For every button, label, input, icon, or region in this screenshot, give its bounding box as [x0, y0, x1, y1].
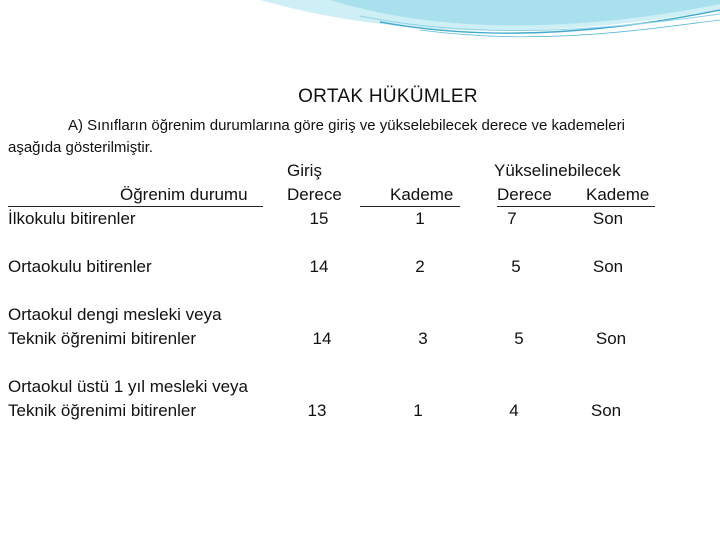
- cell-derece-yukselinebilecek: 7: [507, 209, 517, 228]
- cell-kademe-giris: 1: [415, 209, 425, 228]
- cell-derece-giris: 13: [307, 401, 327, 420]
- cell-kademe-yukselinebilecek: Son: [595, 329, 627, 348]
- header-ogrenim-durumu: Öğrenim durumu: [120, 185, 248, 204]
- cell-derece-yukselinebilecek: 5: [514, 329, 524, 348]
- header-underline: [8, 206, 263, 207]
- header-kademe-giris: Kademe: [390, 185, 454, 204]
- row-label: İlkokulu bitirenler: [8, 209, 136, 228]
- cell-derece-yukselinebilecek: 5: [511, 257, 521, 276]
- intro-paragraph: [8, 115, 708, 159]
- row-label-line-2: Teknik öğrenimi bitirenler: [8, 329, 197, 348]
- cell-derece-giris: 14: [309, 257, 329, 276]
- row-label-line-2: Teknik öğrenimi bitirenler: [8, 401, 197, 420]
- intro-line-2: aşağıda gösterilmiştir.: [8, 139, 154, 156]
- row-label: Ortaokul üstü 1 yıl mesleki veya: [8, 377, 248, 396]
- header-kademe-yukselinebilecek: Kademe: [586, 185, 650, 204]
- header-giris: Giriş: [287, 161, 322, 180]
- row-label: Ortaokulu bitirenler: [8, 257, 152, 276]
- header-underline: [497, 206, 655, 207]
- header-derece-giris: Derece: [287, 185, 342, 204]
- page-title: ORTAK HÜKÜMLER: [298, 86, 478, 107]
- cell-kademe-giris: 3: [418, 329, 428, 348]
- header-derece-yukselinebilecek: Derece: [497, 185, 552, 204]
- cell-derece-yukselinebilecek: 4: [509, 401, 519, 420]
- cell-kademe-yukselinebilecek: Son: [592, 209, 624, 228]
- wave-decoration: [0, 0, 720, 60]
- cell-derece-giris: 15: [309, 209, 329, 228]
- cell-kademe-yukselinebilecek: Son: [592, 257, 624, 276]
- header-underline: [360, 206, 460, 207]
- cell-kademe-giris: 2: [415, 257, 425, 276]
- header-yukselinebilecek: Yükselinebilecek: [494, 161, 621, 180]
- cell-kademe-giris: 1: [413, 401, 423, 420]
- cell-kademe-yukselinebilecek: Son: [590, 401, 622, 420]
- row-label: Ortaokul dengi mesleki veya: [8, 305, 222, 324]
- intro-line-1: A) Sınıfların öğrenim durumlarına göre giriş ve yükselebilecek derece ve kademeleri: [68, 117, 625, 134]
- cell-derece-giris: 14: [312, 329, 332, 348]
